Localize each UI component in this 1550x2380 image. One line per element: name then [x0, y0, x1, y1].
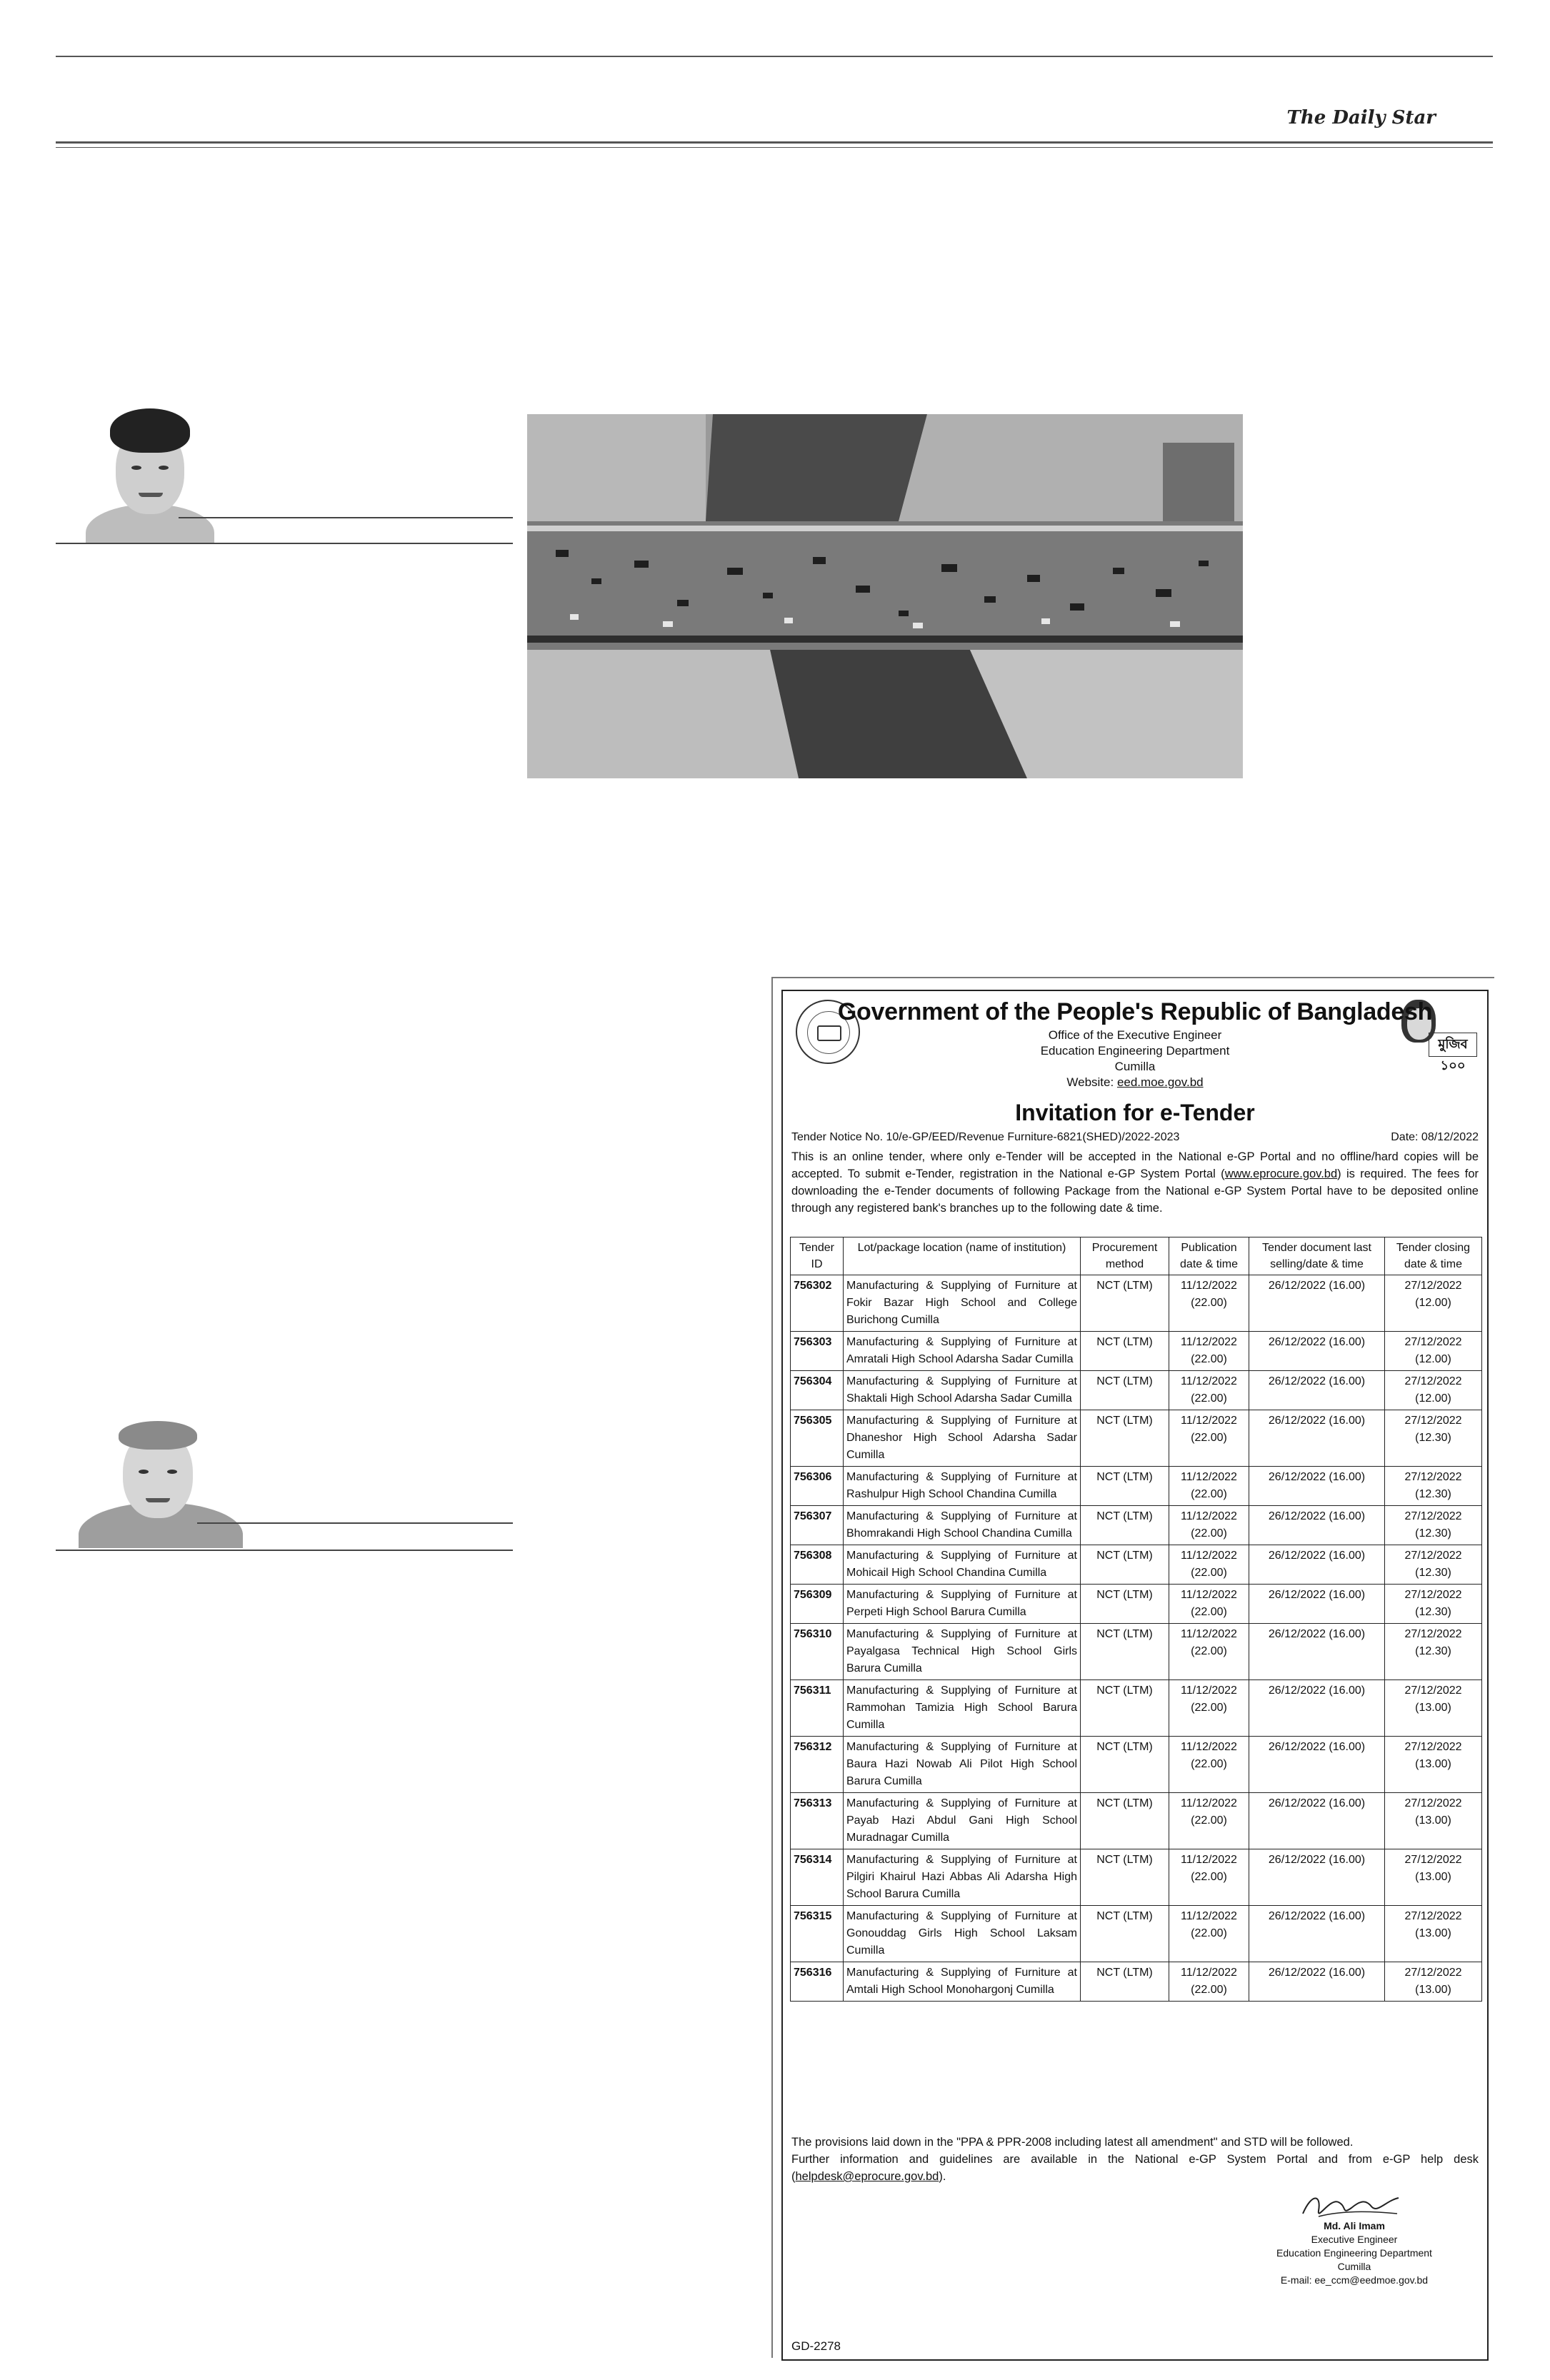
tender-table: [790, 1237, 1482, 2002]
method-cell: NCT (LTM): [1081, 1906, 1169, 1962]
publication-cell: 11/12/2022 (22.00): [1169, 1849, 1249, 1906]
publication-cell: 11/12/2022 (22.00): [1169, 1793, 1249, 1849]
lot-cell: Manufacturing & Supplying of Furniture at Rammohan Tamizia High School Barura Cumilla: [844, 1680, 1081, 1737]
tender-id-cell: 756313: [791, 1793, 844, 1849]
invitation-heading: Invitation for e-Tender: [1015, 1100, 1255, 1125]
closing-cell: 27/12/2022 (13.00): [1385, 1849, 1482, 1906]
table-row: [791, 1737, 1482, 1793]
tender-id-cell: 756312: [791, 1737, 844, 1793]
lot-cell: Manufacturing & Supplying of Furniture at Fokir Bazar High School and College Burichong Cumilla: [844, 1275, 1081, 1332]
method-cell: NCT (LTM): [1081, 1410, 1169, 1467]
table-row: [791, 1371, 1482, 1410]
closing-cell: 27/12/2022 (12.30): [1385, 1624, 1482, 1680]
tender-id-cell: 756315: [791, 1906, 844, 1962]
table-row: [791, 1849, 1482, 1906]
method-cell: NCT (LTM): [1081, 1737, 1169, 1793]
selling-cell: 26/12/2022 (16.00): [1249, 1371, 1385, 1410]
table-row: [791, 1680, 1482, 1737]
method-cell: NCT (LTM): [1081, 1275, 1169, 1332]
lot-cell: Manufacturing & Supplying of Furniture at Pilgiri Khairul Hazi Abbas Ali Adarsha High School Barura Cumilla: [844, 1849, 1081, 1906]
publication-cell: 11/12/2022 (22.00): [1169, 1545, 1249, 1585]
selling-cell: 26/12/2022 (16.00): [1249, 1506, 1385, 1545]
website-line: [783, 1075, 1487, 1090]
closing-cell: 27/12/2022 (12.30): [1385, 1410, 1482, 1467]
publication-cell: 11/12/2022 (22.00): [1169, 1624, 1249, 1680]
closing-cell: 27/12/2022 (12.00): [1385, 1275, 1482, 1332]
lot-cell: Manufacturing & Supplying of Furniture at Payab Hazi Abdul Gani High School Muradnagar Cumilla: [844, 1793, 1081, 1849]
header-rule: [56, 141, 1493, 144]
tender-id-cell: 756308: [791, 1545, 844, 1585]
publication-cell: 11/12/2022 (22.00): [1169, 1467, 1249, 1506]
tender-id-cell: 756314: [791, 1849, 844, 1906]
closing-cell: 27/12/2022 (12.30): [1385, 1545, 1482, 1585]
closing-cell: 27/12/2022 (13.00): [1385, 1793, 1482, 1849]
method-cell: NCT (LTM): [1081, 1962, 1169, 2002]
closing-cell: 27/12/2022 (13.00): [1385, 1906, 1482, 1962]
column-header: Publication date & time: [1169, 1237, 1249, 1275]
intro-paragraph: This is an online tender, where only e-Tender will be accepted in the National e-GP Portal and no offline/hard copies will be accepted. To submit e-Tender, registration in the National e-GP System Portal (www.eprocure.gov.bd) is required. The fees for downloading the e-Tender documents of following Package from the National e-GP System Portal have to be deposited online through any registered bank's branches up to the following date & time.: [791, 1150, 1479, 1215]
lot-cell: Manufacturing & Supplying of Furniture at Dhaneshor High School Adarsha Sadar Cumilla: [844, 1410, 1081, 1467]
tender-id-cell: 756304: [791, 1371, 844, 1410]
byline-rule: [179, 517, 513, 518]
publication-cell: 11/12/2022 (22.00): [1169, 1906, 1249, 1962]
location-line: Cumilla: [1114, 1060, 1156, 1073]
helpdesk-link[interactable]: helpdesk@eprocure.gov.bd: [795, 2170, 939, 2183]
tender-id-cell: 756307: [791, 1506, 844, 1545]
masthead-logo: The Daily Star: [1286, 107, 1436, 129]
tender-id-cell: 756316: [791, 1962, 844, 2002]
lot-cell: Manufacturing & Supplying of Furniture at Baura Hazi Nowab Ali Pilot High School Barura Cumilla: [844, 1737, 1081, 1793]
tender-id-cell: 756303: [791, 1332, 844, 1371]
table-row: [791, 1624, 1482, 1680]
tender-id-cell: 756302: [791, 1275, 844, 1332]
selling-cell: 26/12/2022 (16.00): [1249, 1545, 1385, 1585]
lot-cell: Manufacturing & Supplying of Furniture at Gonouddag Girls High School Laksam Cumilla: [844, 1906, 1081, 1962]
lot-cell: Manufacturing & Supplying of Furniture at Payalgasa Technical High School Girls Barura Cumilla: [844, 1624, 1081, 1680]
lot-cell: Manufacturing & Supplying of Furniture at Mohicail High School Chandina Cumilla: [844, 1545, 1081, 1585]
publication-cell: 11/12/2022 (22.00): [1169, 1585, 1249, 1624]
department-line: Education Engineering Department: [1040, 1044, 1230, 1058]
tender-id-cell: 756306: [791, 1467, 844, 1506]
office-line: Office of the Executive Engineer: [1048, 1028, 1222, 1042]
gd-number: GD-2278: [791, 2339, 841, 2353]
selling-cell: 26/12/2022 (16.00): [1249, 1962, 1385, 2002]
column-header: Lot/package location (name of institution): [844, 1237, 1081, 1275]
columnist-portrait: [79, 397, 221, 543]
table-row: [791, 1332, 1482, 1371]
table-row: [791, 1506, 1482, 1545]
lot-cell: Manufacturing & Supplying of Furniture at Amratali High School Adarsha Sadar Cumilla: [844, 1332, 1081, 1371]
website-label: Website:: [1066, 1075, 1114, 1089]
publication-cell: 11/12/2022 (22.00): [1169, 1737, 1249, 1793]
aerial-bridge-photo: [527, 414, 1243, 778]
table-row: [791, 1410, 1482, 1467]
tender-notice: [781, 990, 1489, 2361]
column-header: Tender ID: [791, 1237, 844, 1275]
signature-scribble-icon: [1297, 2189, 1404, 2222]
footer-line-1: The provisions laid down in the "PPA & PPR-2008 including latest all amendment" and STD will be followed.: [791, 2136, 1354, 2149]
publication-cell: 11/12/2022 (22.00): [1169, 1371, 1249, 1410]
signatory-email: E-mail: ee_ccm@eedmoe.gov.bd: [1280, 2274, 1429, 2286]
selling-cell: 26/12/2022 (16.00): [1249, 1410, 1385, 1467]
method-cell: NCT (LTM): [1081, 1680, 1169, 1737]
byline-rule: [197, 1522, 513, 1524]
table-header-row: [791, 1237, 1482, 1275]
closing-cell: 27/12/2022 (12.30): [1385, 1585, 1482, 1624]
signatory-name: Md. Ali Imam: [1324, 2220, 1385, 2231]
method-cell: NCT (LTM): [1081, 1849, 1169, 1906]
lot-cell: Manufacturing & Supplying of Furniture at Rashulpur High School Chandina Cumilla: [844, 1467, 1081, 1506]
signatory-department: Education Engineering Department: [1276, 2247, 1432, 2259]
signatory-title: Executive Engineer: [1311, 2234, 1398, 2245]
signature-block: [1261, 2219, 1447, 2287]
method-cell: NCT (LTM): [1081, 1624, 1169, 1680]
method-cell: NCT (LTM): [1081, 1506, 1169, 1545]
table-row: [791, 1585, 1482, 1624]
selling-cell: 26/12/2022 (16.00): [1249, 1906, 1385, 1962]
selling-cell: 26/12/2022 (16.00): [1249, 1467, 1385, 1506]
publication-cell: 11/12/2022 (22.00): [1169, 1332, 1249, 1371]
table-row: [791, 1906, 1482, 1962]
closing-cell: 27/12/2022 (12.00): [1385, 1332, 1482, 1371]
bridge-photo-graphic: [527, 414, 1243, 778]
selling-cell: 26/12/2022 (16.00): [1249, 1624, 1385, 1680]
header-rule-thin: [56, 147, 1493, 148]
closing-cell: 27/12/2022 (13.00): [1385, 1680, 1482, 1737]
publication-cell: 11/12/2022 (22.00): [1169, 1680, 1249, 1737]
closing-cell: 27/12/2022 (12.00): [1385, 1371, 1482, 1410]
method-cell: NCT (LTM): [1081, 1793, 1169, 1849]
table-row: [791, 1275, 1482, 1332]
lot-cell: Manufacturing & Supplying of Furniture at Perpeti High School Barura Cumilla: [844, 1585, 1081, 1624]
footer-line-2: Further information and guidelines are available in the National e-GP System Portal and from e-GP help desk (helpdesk@eprocure.gov.bd).: [791, 2153, 1479, 2183]
selling-cell: 26/12/2022 (16.00): [1249, 1275, 1385, 1332]
website-link[interactable]: eed.moe.gov.bd: [1116, 1075, 1204, 1089]
selling-cell: 26/12/2022 (16.00): [1249, 1680, 1385, 1737]
lot-cell: Manufacturing & Supplying of Furniture at Bhomrakandi High School Chandina Cumilla: [844, 1506, 1081, 1545]
closing-cell: 27/12/2022 (12.30): [1385, 1506, 1482, 1545]
closing-cell: 27/12/2022 (12.30): [1385, 1467, 1482, 1506]
notice-title: Government of the People's Republic of Bangladesh: [837, 998, 1433, 1025]
byline-rule: [56, 543, 513, 544]
lot-cell: Manufacturing & Supplying of Furniture at Amtali High School Monohargonj Cumilla: [844, 1962, 1081, 2002]
column-header: Tender document last selling/date & time: [1249, 1237, 1385, 1275]
table-row: [791, 1793, 1482, 1849]
method-cell: NCT (LTM): [1081, 1332, 1169, 1371]
selling-cell: 26/12/2022 (16.00): [1249, 1849, 1385, 1906]
lot-cell: Manufacturing & Supplying of Furniture at Shaktali High School Adarsha Sadar Cumilla: [844, 1371, 1081, 1410]
publication-cell: 11/12/2022 (22.00): [1169, 1410, 1249, 1467]
tender-id-cell: 756311: [791, 1680, 844, 1737]
columnist-portrait: [79, 1408, 243, 1548]
publication-cell: 11/12/2022 (22.00): [1169, 1506, 1249, 1545]
byline-rule: [56, 1550, 513, 1551]
column-header: Procurement method: [1081, 1237, 1169, 1275]
closing-cell: 27/12/2022 (13.00): [1385, 1962, 1482, 2002]
signatory-location: Cumilla: [1337, 2261, 1371, 2272]
footer-note: [791, 2134, 1479, 2185]
tender-id-cell: 756310: [791, 1624, 844, 1680]
table-row: [791, 1467, 1482, 1506]
selling-cell: 26/12/2022 (16.00): [1249, 1793, 1385, 1849]
tender-id-cell: 756309: [791, 1585, 844, 1624]
selling-cell: 26/12/2022 (16.00): [1249, 1585, 1385, 1624]
table-row: [791, 1545, 1482, 1585]
table-row: [791, 1962, 1482, 2002]
publication-cell: 11/12/2022 (22.00): [1169, 1275, 1249, 1332]
tender-id-cell: 756305: [791, 1410, 844, 1467]
publication-cell: 11/12/2022 (22.00): [1169, 1962, 1249, 2002]
selling-cell: 26/12/2022 (16.00): [1249, 1737, 1385, 1793]
closing-cell: 27/12/2022 (13.00): [1385, 1737, 1482, 1793]
column-header: Tender closing date & time: [1385, 1237, 1482, 1275]
method-cell: NCT (LTM): [1081, 1467, 1169, 1506]
selling-cell: 26/12/2022 (16.00): [1249, 1332, 1385, 1371]
notice-date: Date: 08/12/2022: [1391, 1131, 1479, 1143]
tender-notice-number: Tender Notice No. 10/e-GP/EED/Revenue Furniture-6821(SHED)/2022-2023: [791, 1131, 1180, 1143]
eprocure-link[interactable]: www.eprocure.gov.bd: [1224, 1168, 1338, 1180]
method-cell: NCT (LTM): [1081, 1371, 1169, 1410]
method-cell: NCT (LTM): [1081, 1585, 1169, 1624]
method-cell: NCT (LTM): [1081, 1545, 1169, 1585]
mujib-100-tag: মুজিব ১০০: [1429, 1033, 1477, 1057]
top-rule: [56, 56, 1493, 57]
